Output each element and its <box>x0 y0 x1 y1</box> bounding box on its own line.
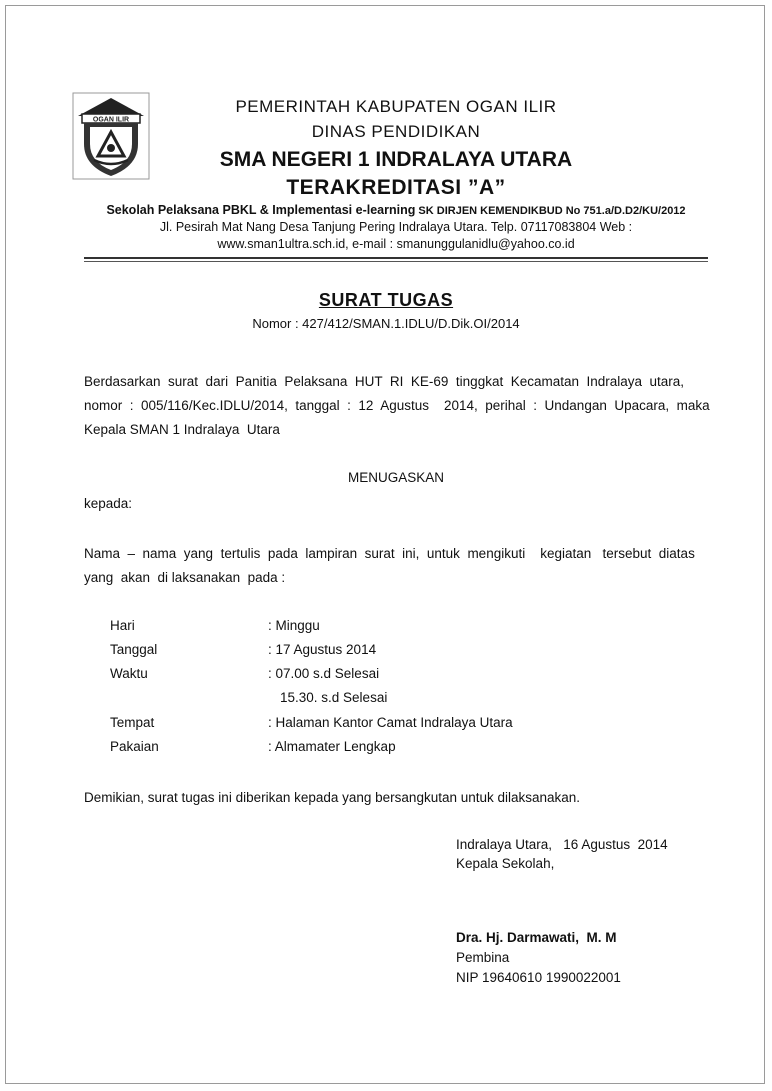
header-divider-thin <box>84 261 708 262</box>
detail-label-attire: Pakaian <box>110 739 159 754</box>
letter-number: Nomor : 427/412/SMAN.1.IDLU/D.Dik.OI/2014 <box>252 316 520 331</box>
address-line: Jl. Pesirah Mat Nang Desa Tanjung Pering Indralaya Utara. Telp. 07117083804 Web : <box>159 220 633 234</box>
signatory-name: Dra. Hj. Darmawati, M. M <box>456 930 617 945</box>
detail-value-time-2: 15.30. s.d Selesai <box>280 690 388 705</box>
school-name: SMA NEGERI 1 INDRALAYA UTARA <box>219 148 573 171</box>
detail-label-date: Tanggal <box>110 642 158 657</box>
signature-position: Kepala Sekolah, <box>456 856 555 871</box>
detail-value-place: : Halaman Kantor Camat Indralaya Utara <box>268 715 513 730</box>
detail-value-attire: : Almamater Lengkap <box>268 739 396 754</box>
detail-label-time: Waktu <box>110 666 148 681</box>
detail-value-date: : 17 Agustus 2014 <box>268 642 377 657</box>
letter-title: SURAT TUGAS <box>318 290 454 310</box>
program-label: Sekolah Pelaksana PBKL & Implementasi e-learning <box>106 203 416 217</box>
signatory-nip: NIP 19640610 1990022001 <box>456 970 621 985</box>
body-paragraph <box>84 542 706 590</box>
detail-label-place: Tempat <box>110 715 155 730</box>
program-decree: SK DIRJEN KEMENDIKBUD No 751.a/D.D2/KU/2012 <box>415 205 686 217</box>
detail-value-time: : 07.00 s.d Selesai <box>268 666 380 681</box>
closing-sentence: Demikian, surat tugas ini diberikan kepada yang bersangkutan untuk dilaksanakan. <box>84 790 581 805</box>
signature-place-date: Indralaya Utara, 16 Agustus 2014 <box>456 837 668 852</box>
gov-line: PEMERINTAH KABUPATEN OGAN ILIR <box>235 97 557 116</box>
opening-line-1: Berdasarkan surat dari Panitia Pelaksana HUT RI KE-69 tinggkat Kecamatan Indralaya utara, <box>84 374 685 389</box>
opening-line-2: nomor : 005/116/Kec.IDLU/2014, tanggal : 12 Agustus 2014, perihal : Undangan Upacara, maka <box>84 398 710 413</box>
accreditation: TERAKREDITASI ”A” <box>286 176 506 199</box>
body-line-1: Nama – nama yang tertulis pada lampiran surat ini, untuk mengikuti kegiatan tersebut diatas <box>84 546 695 561</box>
detail-value-day: : Minggu <box>268 618 320 633</box>
signatory-rank: Pembina <box>456 950 510 965</box>
body-line-2: yang akan di laksanakan pada : <box>84 570 286 585</box>
assignment-heading: MENUGASKAN <box>347 470 445 485</box>
opening-paragraph <box>84 370 710 442</box>
header-divider-thick <box>84 257 708 259</box>
recipient-label: kepada: <box>84 496 133 511</box>
program-line <box>10 203 772 217</box>
logo-text: OGAN ILIR <box>92 116 130 124</box>
dept-line: DINAS PENDIDIKAN <box>311 122 481 141</box>
contact-line: www.sman1ultra.sch.id, e-mail : smanunggulanidlu@yahoo.co.id <box>217 237 575 251</box>
opening-line-3: Kepala SMAN 1 Indralaya Utara <box>84 422 280 437</box>
detail-label-day: Hari <box>110 618 135 633</box>
